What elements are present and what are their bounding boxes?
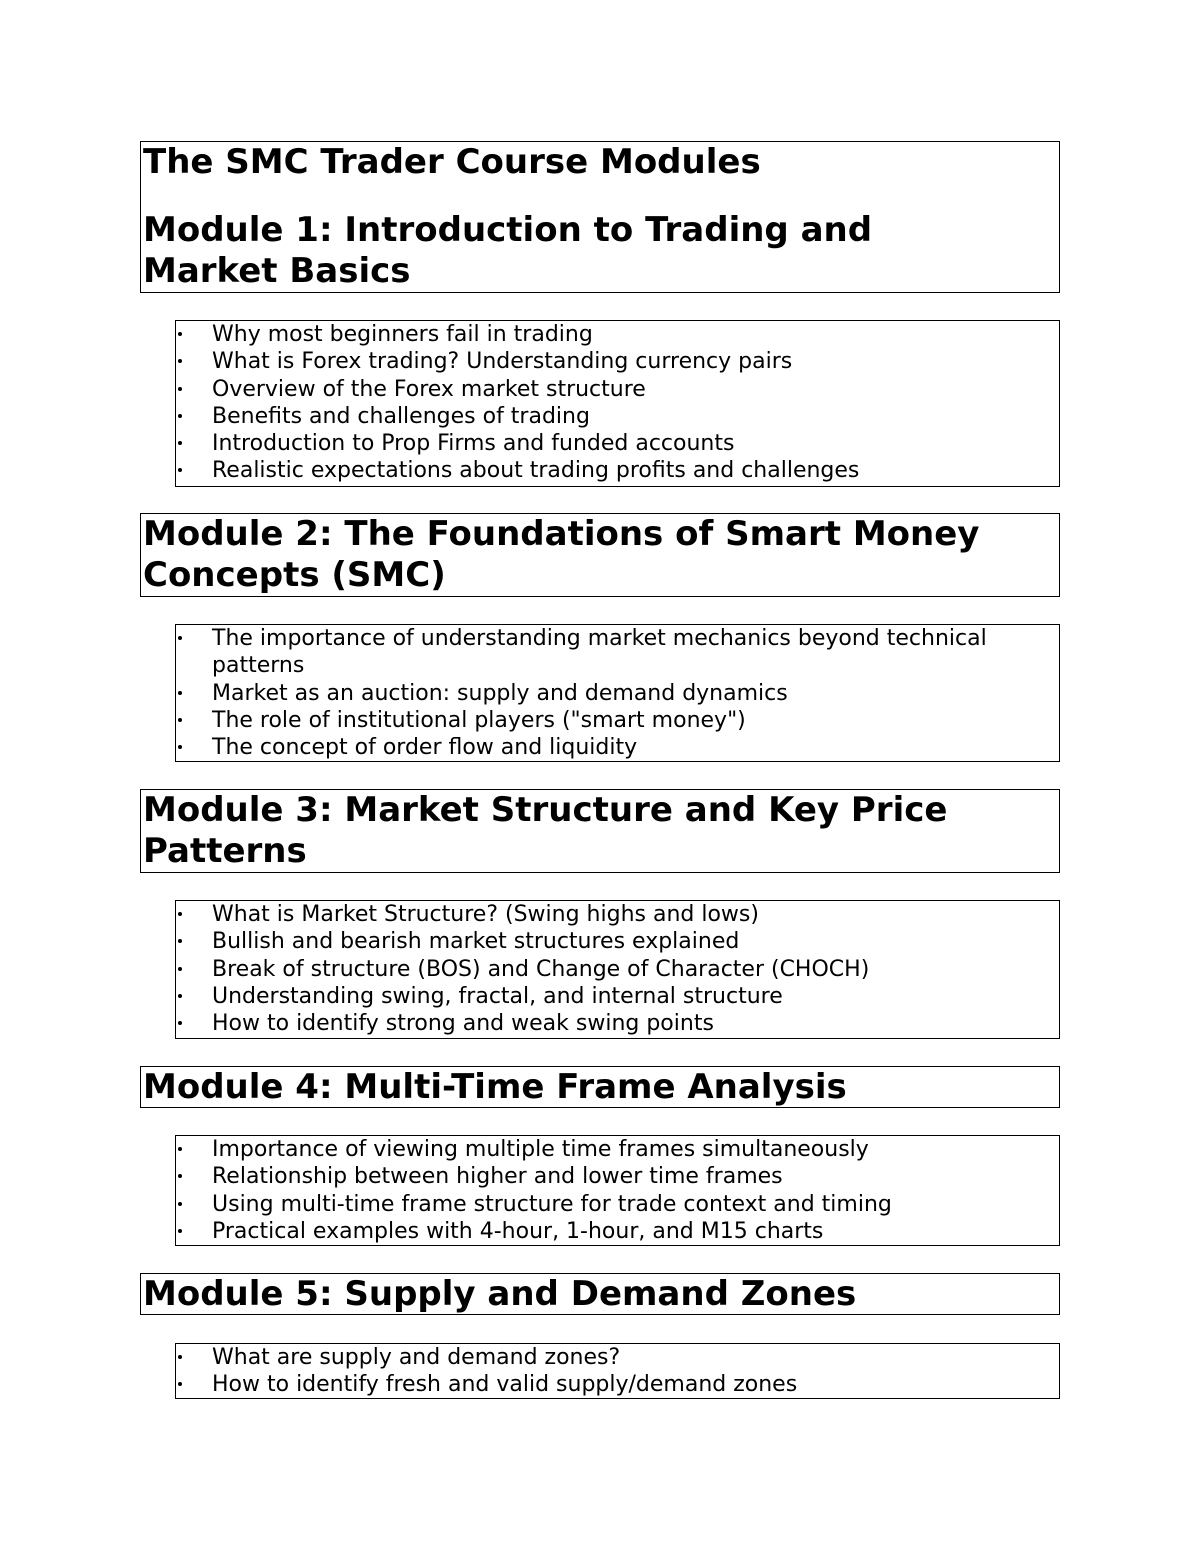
- module-5-topic-list: [176, 1344, 1059, 1399]
- module-1-topic-list-box: [175, 320, 1060, 487]
- list-item: How to identify strong and weak swing points: [176, 1010, 1059, 1037]
- list-item: Bullish and bearish market structures explained: [176, 928, 1059, 955]
- module-2-heading-line-1: Module 2: The Foundations of Smart Money: [143, 514, 980, 554]
- module-1-heading-line-1: Module 1: Introduction to Trading and: [143, 210, 873, 250]
- module-5-topic-list-box: [175, 1343, 1060, 1399]
- list-item: Realistic expectations about trading profits and challenges: [176, 457, 1059, 484]
- list-item: How to identify fresh and valid supply/demand zones: [176, 1371, 1059, 1398]
- list-item: Using multi-time frame structure for trade context and timing: [176, 1191, 1059, 1218]
- list-item-line-1: The importance of understanding market mechanics beyond technical: [212, 626, 987, 651]
- module-2-topic-list: [176, 625, 1059, 761]
- module-1-heading-line-2: Market Basics: [143, 251, 411, 291]
- list-item: [176, 625, 1059, 680]
- list-item: Relationship between higher and lower time frames: [176, 1163, 1059, 1190]
- module-3-heading-line-2: Patterns: [143, 831, 307, 871]
- module-1-topic-list: [176, 321, 1059, 485]
- list-item: Practical examples with 4-hour, 1-hour, and M15 charts: [176, 1218, 1059, 1245]
- list-item: Why most beginners fail in trading: [176, 321, 1059, 348]
- module-3-topic-list-box: [175, 900, 1060, 1039]
- module-2-heading-box: [140, 513, 1060, 597]
- document-title: The SMC Trader Course Modules: [143, 142, 761, 182]
- list-item: What are supply and demand zones?: [176, 1344, 1059, 1371]
- list-item: The role of institutional players ("smart money"): [176, 707, 1059, 734]
- module-5-heading-box: [140, 1273, 1060, 1315]
- module-4-topic-list: [176, 1136, 1059, 1245]
- list-item: What is Market Structure? (Swing highs and lows): [176, 901, 1059, 928]
- list-item-line-2: patterns: [212, 653, 305, 679]
- list-item: Understanding swing, fractal, and internal structure: [176, 983, 1059, 1010]
- module-3-heading-box: [140, 789, 1060, 873]
- list-item: Benefits and challenges of trading: [176, 403, 1059, 430]
- module-2-topic-list-box: [175, 624, 1060, 762]
- module-5-heading-line-1: Module 5: Supply and Demand Zones: [143, 1274, 857, 1314]
- module-4-topic-list-box: [175, 1135, 1060, 1246]
- list-item: Market as an auction: supply and demand dynamics: [176, 680, 1059, 707]
- list-item: Overview of the Forex market structure: [176, 376, 1059, 403]
- module-4-heading-line-1: Module 4: Multi-Time Frame Analysis: [143, 1067, 847, 1107]
- list-item: Introduction to Prop Firms and funded accounts: [176, 430, 1059, 457]
- module-1-heading-box: [140, 141, 1060, 293]
- list-item: What is Forex trading? Understanding currency pairs: [176, 348, 1059, 375]
- list-item: The concept of order flow and liquidity: [176, 734, 1059, 761]
- list-item: Break of structure (BOS) and Change of Character (CHOCH): [176, 956, 1059, 983]
- module-3-heading-line-1: Module 3: Market Structure and Key Price: [143, 790, 948, 830]
- module-3-topic-list: [176, 901, 1059, 1037]
- module-4-heading-box: [140, 1066, 1060, 1108]
- list-item: Importance of viewing multiple time frames simultaneously: [176, 1136, 1059, 1163]
- module-2-heading-line-2: Concepts (SMC): [143, 555, 446, 595]
